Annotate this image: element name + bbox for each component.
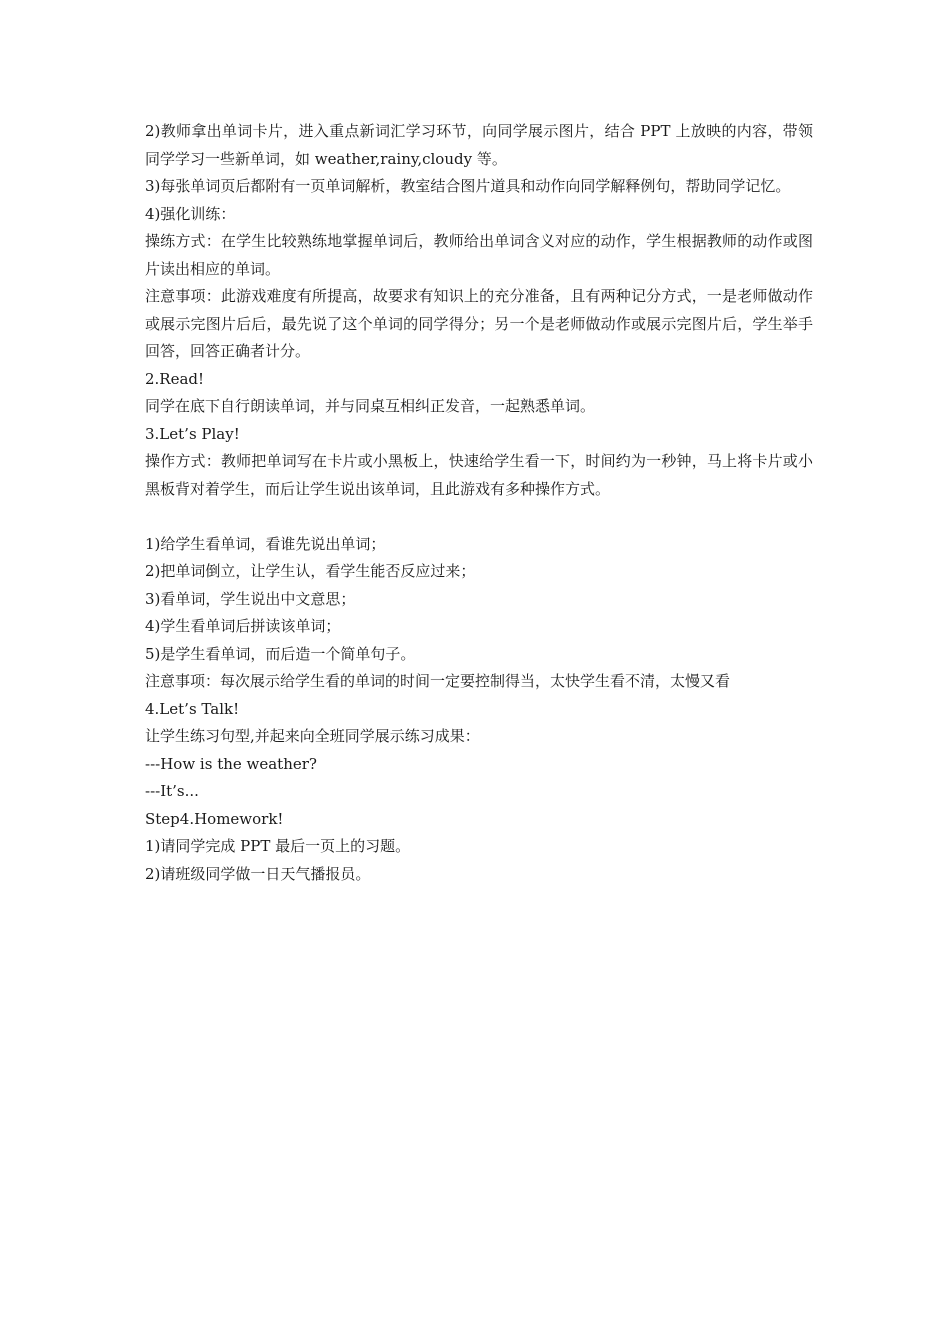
paragraph-read-aloud: 同学在底下自行朗读单词，并与同桌互相纠正发音，一起熟悉单词。 [145, 397, 596, 415]
heading-lets-talk: 4.Let’s Talk! [145, 699, 240, 718]
paragraph-sentence-practice: 让学生练习句型,并起来向全班同学展示练习成果： [145, 727, 480, 745]
paragraph-operation-method: 操作方式：教师把单词写在卡片或小黑板上，快速给学生看一下，时间约为一秒钟，马上将卡片或小黑板背对着学生，而后让学生说出该单词，且此游戏有多种操作方式。 [145, 452, 813, 498]
dialogue-question: ---How is the weather? [145, 754, 317, 773]
blank-line [145, 503, 813, 531]
paragraph-practice-method: 操练方式：在学生比较熟练地掌握单词后，教师给出单词含义对应的动作，学生根据教师的动作或图片读出相应的单词。 [145, 232, 813, 278]
list-item-2: 2)把单词倒立，让学生认，看学生能否反应过来； [145, 562, 476, 580]
homework-item-1: 1)请同学完成 PPT 最后一页上的习题。 [145, 837, 411, 855]
dialogue-answer: ---It’s... [145, 782, 199, 800]
heading-homework: Step4.Homework! [145, 809, 284, 828]
heading-read: 2.Read! [145, 369, 205, 388]
paragraph-new-vocabulary: 2)教师拿出单词卡片，进入重点新词汇学习环节，向同学展示图片，结合 PPT 上放映的内容，带领同学学习一些新单词，如 weather,rainy,cloudy 等。 [145, 122, 813, 168]
document-body [145, 118, 813, 888]
homework-item-2: 2)请班级同学做一日天气播报员。 [145, 864, 371, 883]
list-item-3: 3)看单词，学生说出中文意思； [145, 589, 356, 608]
list-item-4: 4)学生看单词后拼读该单词； [145, 617, 341, 635]
list-item-5: 5)是学生看单词，而后造一个简单句子。 [145, 644, 416, 663]
paragraph-word-analysis: 3)每张单词页后都附有一页单词解析，教室结合图片道具和动作向同学解释例句，帮助同学记忆。 [145, 177, 791, 195]
paragraph-intensive-training: 4)强化训练： [145, 204, 236, 223]
paragraph-notes-scoring: 注意事项：此游戏难度有所提高，故要求有知识上的充分准备，且有两种记分方式，一是老师做动作或展示完图片后后，最先说了这个单词的同学得分；另一个是老师做动作或展示完图片后，学生举手回答，回答正确者计分。 [145, 287, 813, 360]
list-item-1: 1)给学生看单词，看谁先说出单词； [145, 534, 386, 553]
paragraph-notes-timing: 注意事项：每次展示给学生看的单词的时间一定要控制得当，太快学生看不清，太慢又看 [145, 672, 731, 690]
heading-lets-play: 3.Let’s Play! [145, 424, 240, 443]
